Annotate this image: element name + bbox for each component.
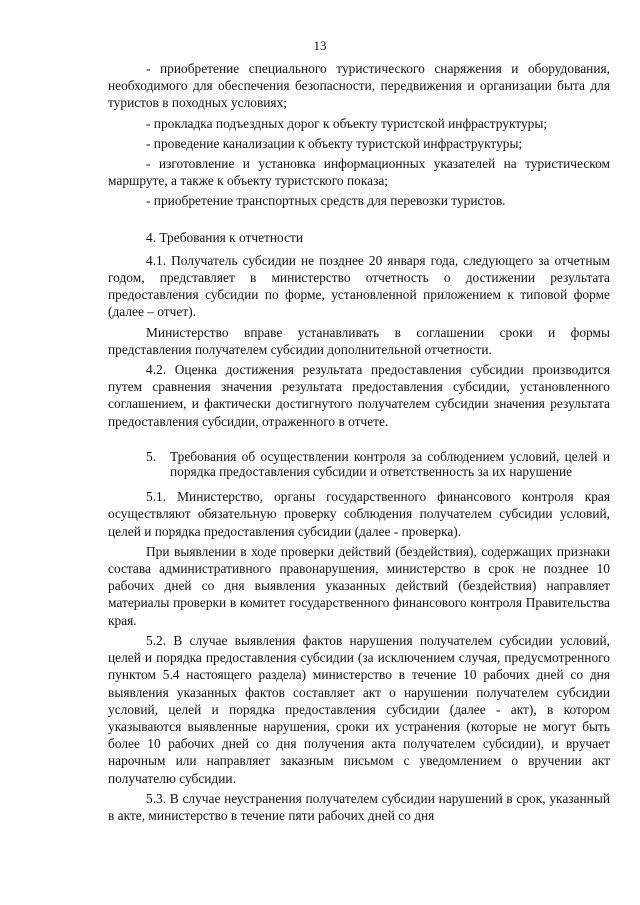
spacer <box>108 213 610 229</box>
paragraph: 5.1. Министерство, органы государственного финансового контроля края осуществляют обязательную проверку соблюдения получателем субсидии условий, целей и порядка предоставления субсидии (далее - проверка). <box>108 489 610 539</box>
section-5-heading <box>108 449 610 479</box>
paragraph: 5.3. В случае неустранения получателем субсидии нарушений в срок, указанный в акте, министерство в течение пяти рабочих дней со дня <box>108 790 610 823</box>
page-number: 13 <box>313 38 327 53</box>
spacer <box>108 433 610 449</box>
paragraph: Министерство вправе устанавливать в соглашении сроки и формы представления получателем субсидии дополнительной отчетности. <box>108 324 610 357</box>
list-item: - проведение канализации к объекту туристской инфраструктуры; <box>146 135 523 151</box>
section-5-title: Требования об осуществлении контроля за соблюдением условий, целей и порядка предоставления субсидии и ответственность за их нарушение <box>170 448 610 480</box>
list-item: - приобретение специального туристического снаряжения и оборудования, необходимого для обеспечения безопасности, передвижения и организации быта для туристов в походных условиях; <box>108 61 610 111</box>
paragraph: 4.2. Оценка достижения результата предоставления субсидии производится путем сравнения значения результата предоставления субсидии, установленного соглашением, и фактически достигнутого получателем субсидии значения результата предоставления субсидии, отраженного в отчете. <box>108 362 610 429</box>
paragraph: 4.1. Получатель субсидии не позднее 20 января года, следующего за отчетным годом, представляет в министерство отчетность о достижении результата предоставления субсидии по форме, установленной приложением к типовой форме (далее – отчет). <box>108 252 610 320</box>
list-item: - прокладка подъездных дорог к объекту туристской инфраструктуры; <box>146 115 548 131</box>
list-item: - изготовление и установка информационных указателей на туристическом маршруте, а также к объекту туристского показа; <box>108 156 610 189</box>
section-5-number: 5. <box>146 448 157 464</box>
list-item: - приобретение транспортных средств для перевозки туристов. <box>146 193 506 209</box>
section-4-heading: 4. Требования к отчетности <box>146 229 304 245</box>
document-body <box>108 60 610 827</box>
paragraph: При выявлении в ходе проверки действий (бездействия), содержащих признаки состава административного правонарушения, министерство в срок не позднее 10 рабочих дней со дня выявления указанных действий (бездействия) направляет материалы проверки в комитет государственного финансового контроля Правительства края. <box>108 543 610 628</box>
paragraph: 5.2. В случае выявления фактов нарушения получателем субсидии условий, целей и порядка предоставления субсидии (за исключением случая, предусмотренного пунктом 5.4 настоящего раздела) министерство в течение 10 рабочих дней со дня выявления указанных фактов составляет акт о нарушении получателем субсидии условий, целей и порядка предоставления субсидии (далее - акт), в котором указываются выявленные нарушения, сроки их устранения (которые не могут быть более 10 рабочих дней со дня получения акта получателем субсидии), и вручает нарочным или направляет заказным письмом с уведомлением о вручении акт получателю субсидии. <box>108 632 610 786</box>
